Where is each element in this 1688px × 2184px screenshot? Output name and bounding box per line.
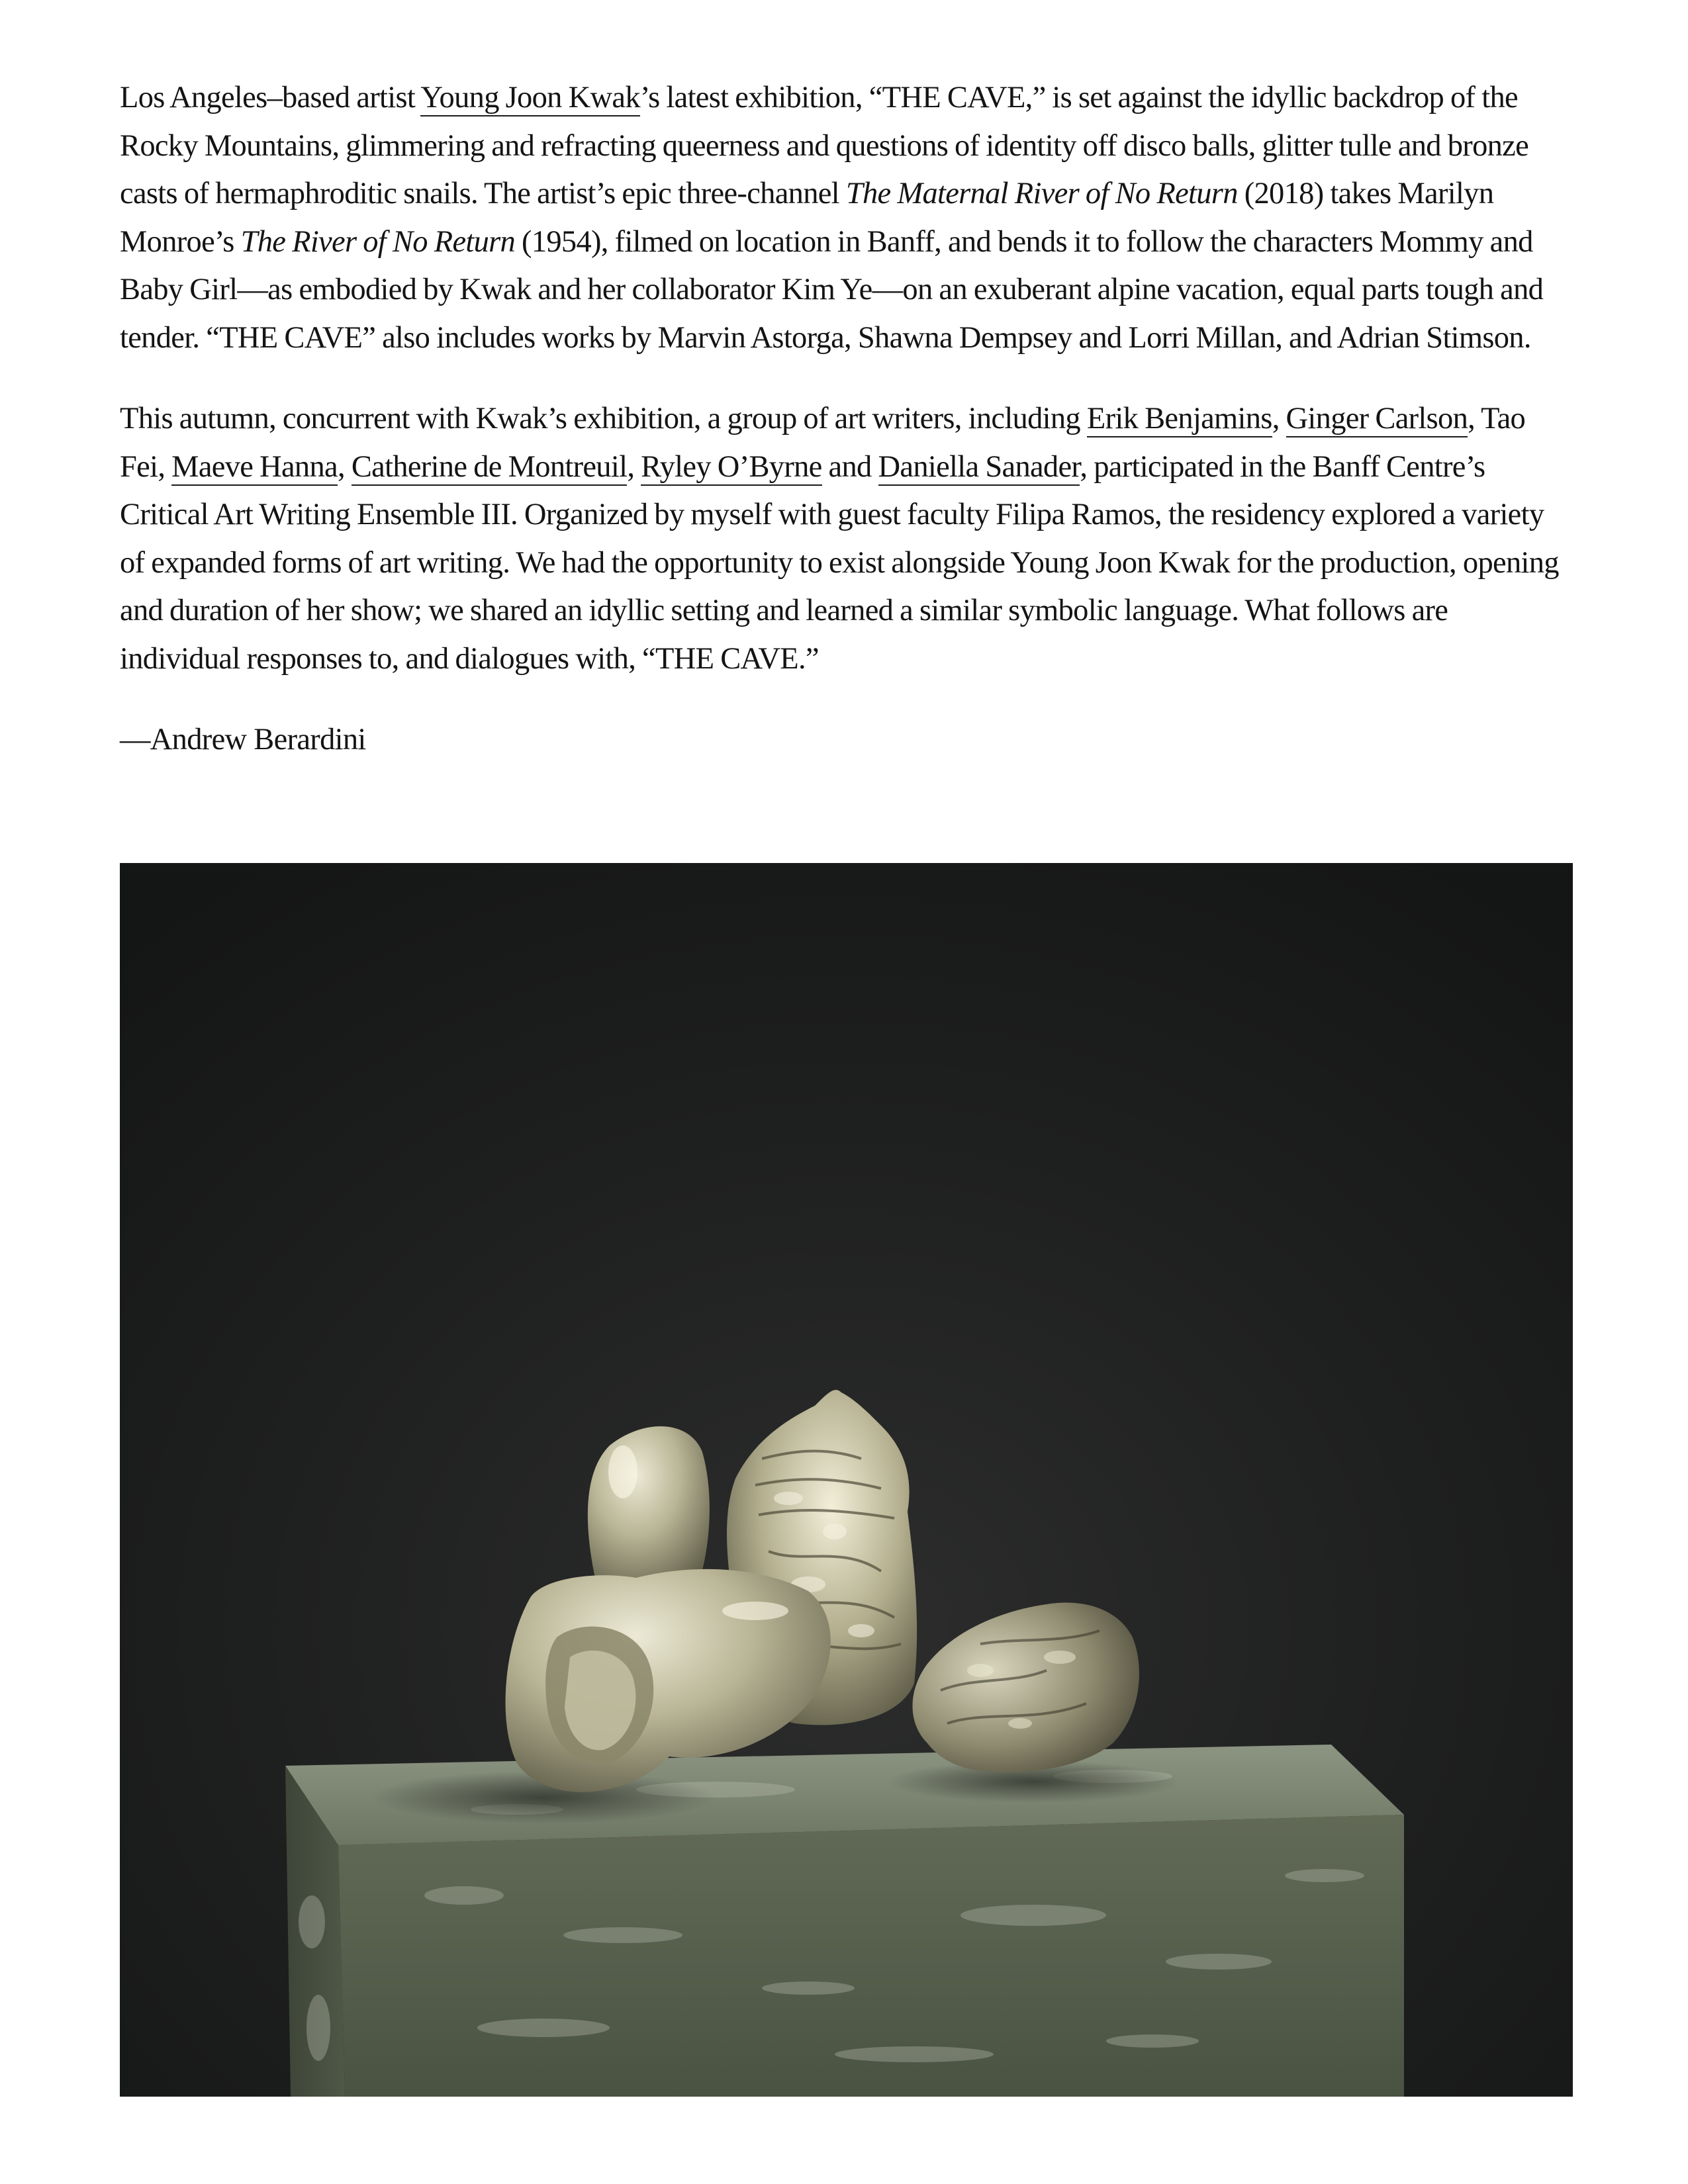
residency-text-2: , Tao Fei, xyxy=(120,402,1526,484)
separator: , xyxy=(1272,402,1286,435)
intro-text-1: Los Angeles–based artist xyxy=(120,81,421,114)
artist-link[interactable]: Young Joon Kwak xyxy=(420,81,640,116)
film-title-maternal-river: The Maternal River of No Return xyxy=(845,177,1238,210)
intro-text-2: ’s latest exhibition, “THE CAVE,” is set against the idyllic backdrop of the Rocky Mountains, glimmering and refracting queerness and questions of identity off disco balls, glitter tulle and bronze casts of hermaphroditic snails. The artist’s epic three-channel xyxy=(120,81,1529,210)
film-title-river-no-return: The River of No Return xyxy=(240,224,516,259)
writer-link-ginger-carlson[interactable]: Ginger Carlson xyxy=(1286,402,1468,437)
intro-paragraph xyxy=(120,74,1573,362)
residency-text-1: This autumn, concurrent with Kwak’s exhibition, a group of art writers, including xyxy=(120,402,1087,435)
writer-link-ryley-obyrne[interactable]: Ryley O’Byrne xyxy=(641,450,821,486)
writer-link-maeve-hanna[interactable]: Maeve Hanna xyxy=(171,450,338,486)
author-signoff: —Andrew Berardini xyxy=(120,723,366,756)
exhibition-photo xyxy=(120,863,1573,2097)
writer-link-erik-benjamins[interactable]: Erik Benjamins xyxy=(1087,402,1272,437)
intro-text-4: (1954), filmed on location in Banff, and bends it to follow the characters Mommy and Baby Girl—as embodied by Kwak and her collaborator Kim Ye—on an exuberant alpine vacation, equal parts tough and tender. “THE CAVE” also includes works by Marvin Astorga, Shawna Dempsey and Lorri Millan, and Adrian Stimson. xyxy=(120,224,1544,355)
residency-text-4: , participated in the Banff Centre’s Critical Art Writing Ensemble III. Organized by myself with guest faculty Filipa Ramos, the residency explored a variety of expanded forms of art writing. We had the opportunity to exist alongside Young Joon Kwak for the production, opening and duration of her show; we shared an idyllic setting and learned a similar symbolic language. What follows are individual responses to, and dialogues with, “THE CAVE.” xyxy=(120,449,1559,676)
writer-link-catherine-de-montreuil[interactable]: Catherine de Montreuil xyxy=(352,450,627,486)
intro-text-3: (2018) takes Marilyn Monroe’s xyxy=(120,177,1494,259)
writer-link-daniella-sanader[interactable]: Daniella Sanader xyxy=(878,450,1080,486)
separator: , xyxy=(337,449,352,484)
article-body xyxy=(120,74,1573,764)
residency-paragraph xyxy=(120,395,1573,683)
sculpture-photo-illustration xyxy=(120,863,1573,2097)
separator: , xyxy=(627,449,641,484)
residency-text-3: and xyxy=(821,449,878,484)
